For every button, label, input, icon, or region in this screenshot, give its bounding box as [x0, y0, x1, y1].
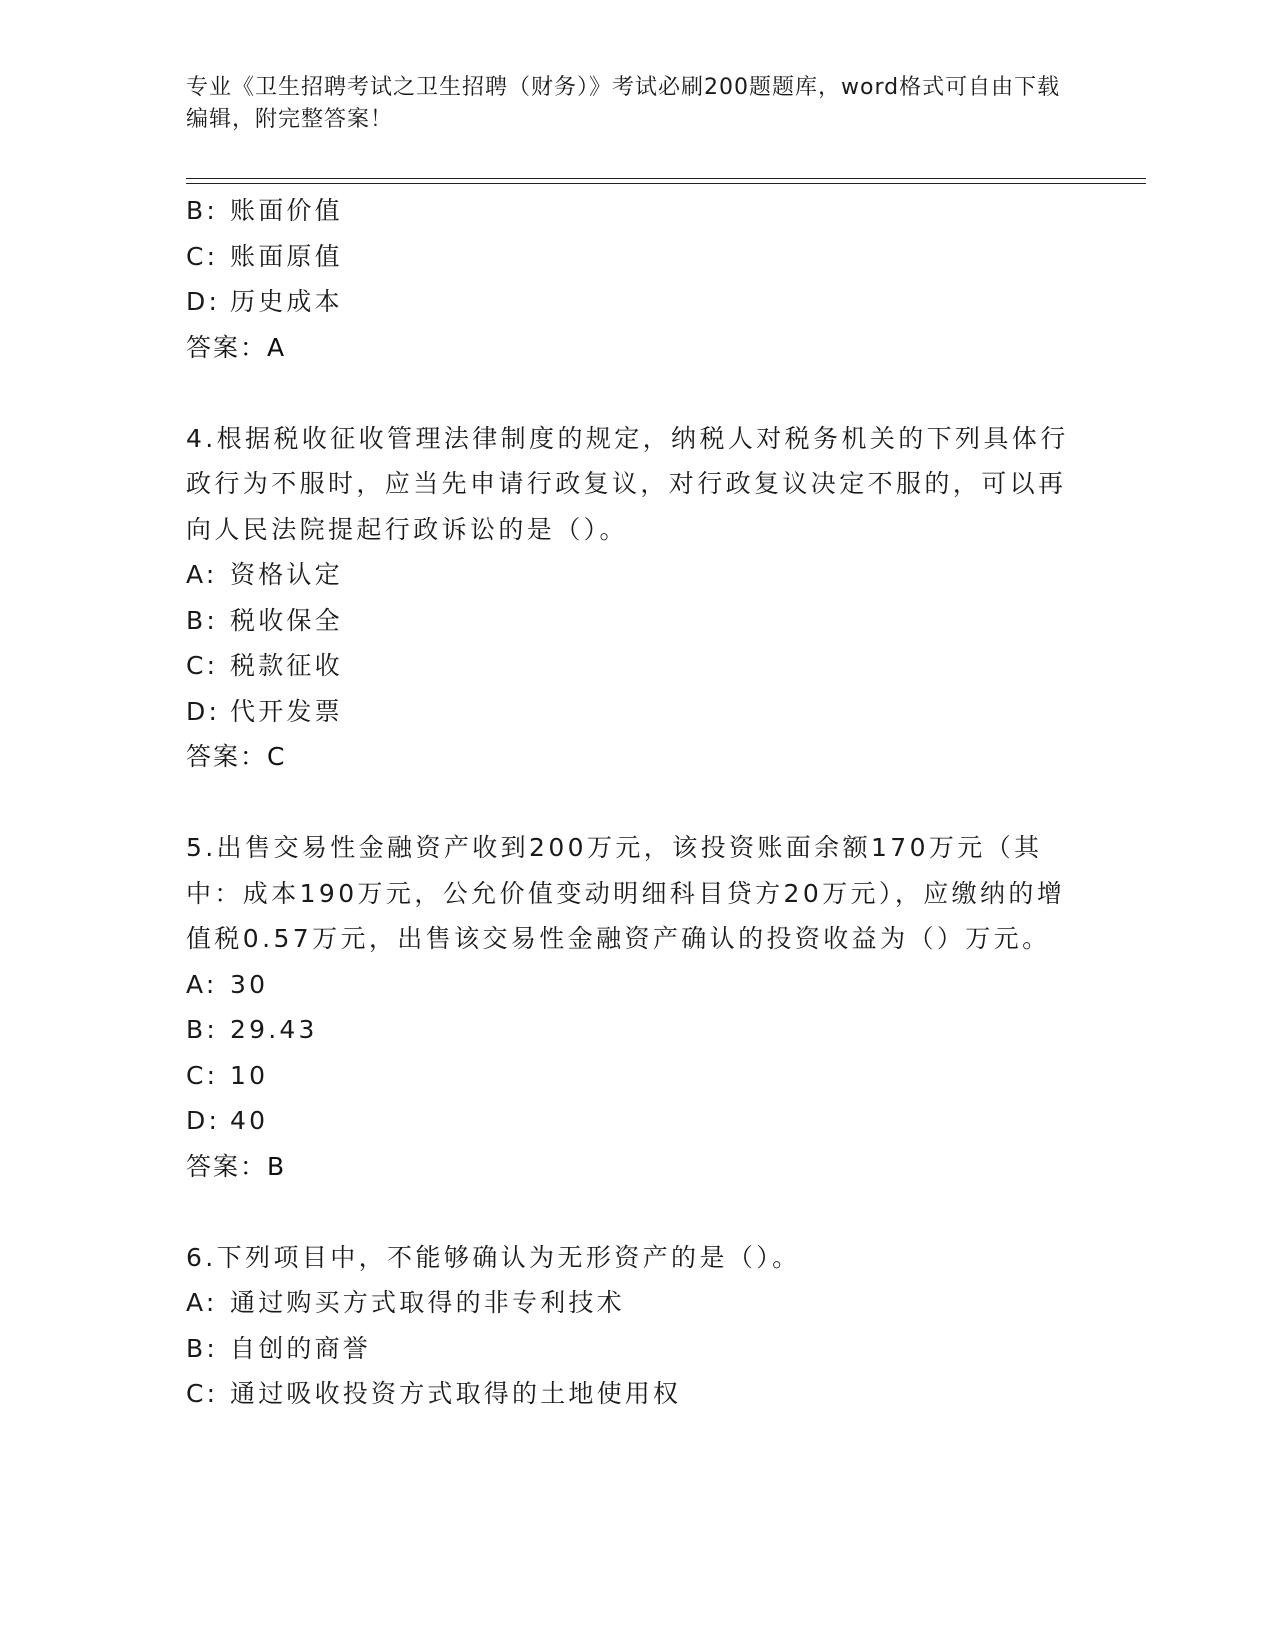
option-c [186, 1371, 1086, 1417]
option-key: C: [186, 1379, 219, 1408]
option-key: B: [186, 1333, 218, 1363]
option-b [186, 1326, 1086, 1372]
spacer [186, 1189, 1086, 1235]
option-c [186, 1053, 1086, 1099]
question-stem: 6.下列项目中，不能够确认为无形资产的是（）。 [186, 1242, 801, 1272]
option-text: 通过购买方式取得的非专利技术 [230, 1288, 625, 1317]
spacer [186, 780, 1086, 826]
answer-line: 答案：B [186, 1151, 287, 1181]
option-a [186, 1280, 1086, 1326]
option-text: 资格认定 [230, 560, 343, 589]
option-d [186, 1098, 1086, 1144]
option-key: A: [186, 560, 218, 589]
option-key: D: [186, 1106, 221, 1135]
question-3-tail [186, 188, 1086, 370]
question-stem: 5.出售交易性金融资产收到200万元，该投资账面余额170万元（其中：成本190万元，公允价值变动明细科目贷方20万元），应缴纳的增值税0.57万元，出售该交易性金融资产确认的投资收益为（）万元。 [186, 833, 1066, 953]
option-text: 10 [230, 1060, 269, 1090]
option-key: B: [186, 605, 218, 635]
question-5 [186, 825, 1086, 1189]
option-text: 账面价值 [230, 196, 343, 225]
answer-line: 答案：A [186, 332, 287, 362]
document-header: 专业《卫生招聘考试之卫生招聘（财务）》考试必刷200题题库，word格式可自由下载编辑，附完整答案！ [186, 75, 1061, 132]
option-key: C: [186, 241, 219, 271]
option-text: 账面原值 [230, 241, 343, 271]
option-b [186, 598, 1086, 644]
option-key: C: [186, 651, 219, 680]
option-a [186, 962, 1086, 1008]
question-6 [186, 1235, 1086, 1417]
option-d [186, 279, 1086, 325]
option-text: 30 [230, 969, 269, 999]
answer-line: 答案：C [186, 742, 287, 771]
option-c [186, 234, 1086, 280]
document-body [186, 188, 1086, 1417]
option-b [186, 1007, 1086, 1053]
spacer [186, 370, 1086, 416]
option-d [186, 689, 1086, 735]
option-key: D: [186, 696, 221, 726]
option-text: 40 [230, 1106, 269, 1135]
option-key: B: [186, 1015, 218, 1044]
option-key: A: [186, 969, 218, 999]
header-rule-bottom [186, 183, 1146, 184]
option-key: C: [186, 1060, 219, 1090]
option-b [186, 188, 1086, 234]
option-text: 税款征收 [230, 651, 343, 680]
option-text: 自创的商誉 [230, 1333, 372, 1363]
option-key: B: [186, 196, 218, 225]
question-stem: 4.根据税收征收管理法律制度的规定，纳税人对税务机关的下列具体行政行为不服时，应当先申请行政复议，对行政复议决定不服的，可以再向人民法院提起行政诉讼的是（）。 [186, 423, 1069, 544]
question-4 [186, 416, 1086, 780]
header-rule-top [186, 178, 1146, 179]
option-text: 历史成本 [230, 287, 343, 316]
option-c [186, 643, 1086, 689]
option-key: D: [186, 287, 221, 316]
option-a [186, 552, 1086, 598]
option-text: 29.43 [230, 1015, 318, 1044]
option-key: A: [186, 1288, 218, 1317]
option-text: 代开发票 [230, 696, 343, 726]
option-text: 税收保全 [230, 605, 343, 635]
option-text: 通过吸收投资方式取得的土地使用权 [230, 1379, 682, 1408]
